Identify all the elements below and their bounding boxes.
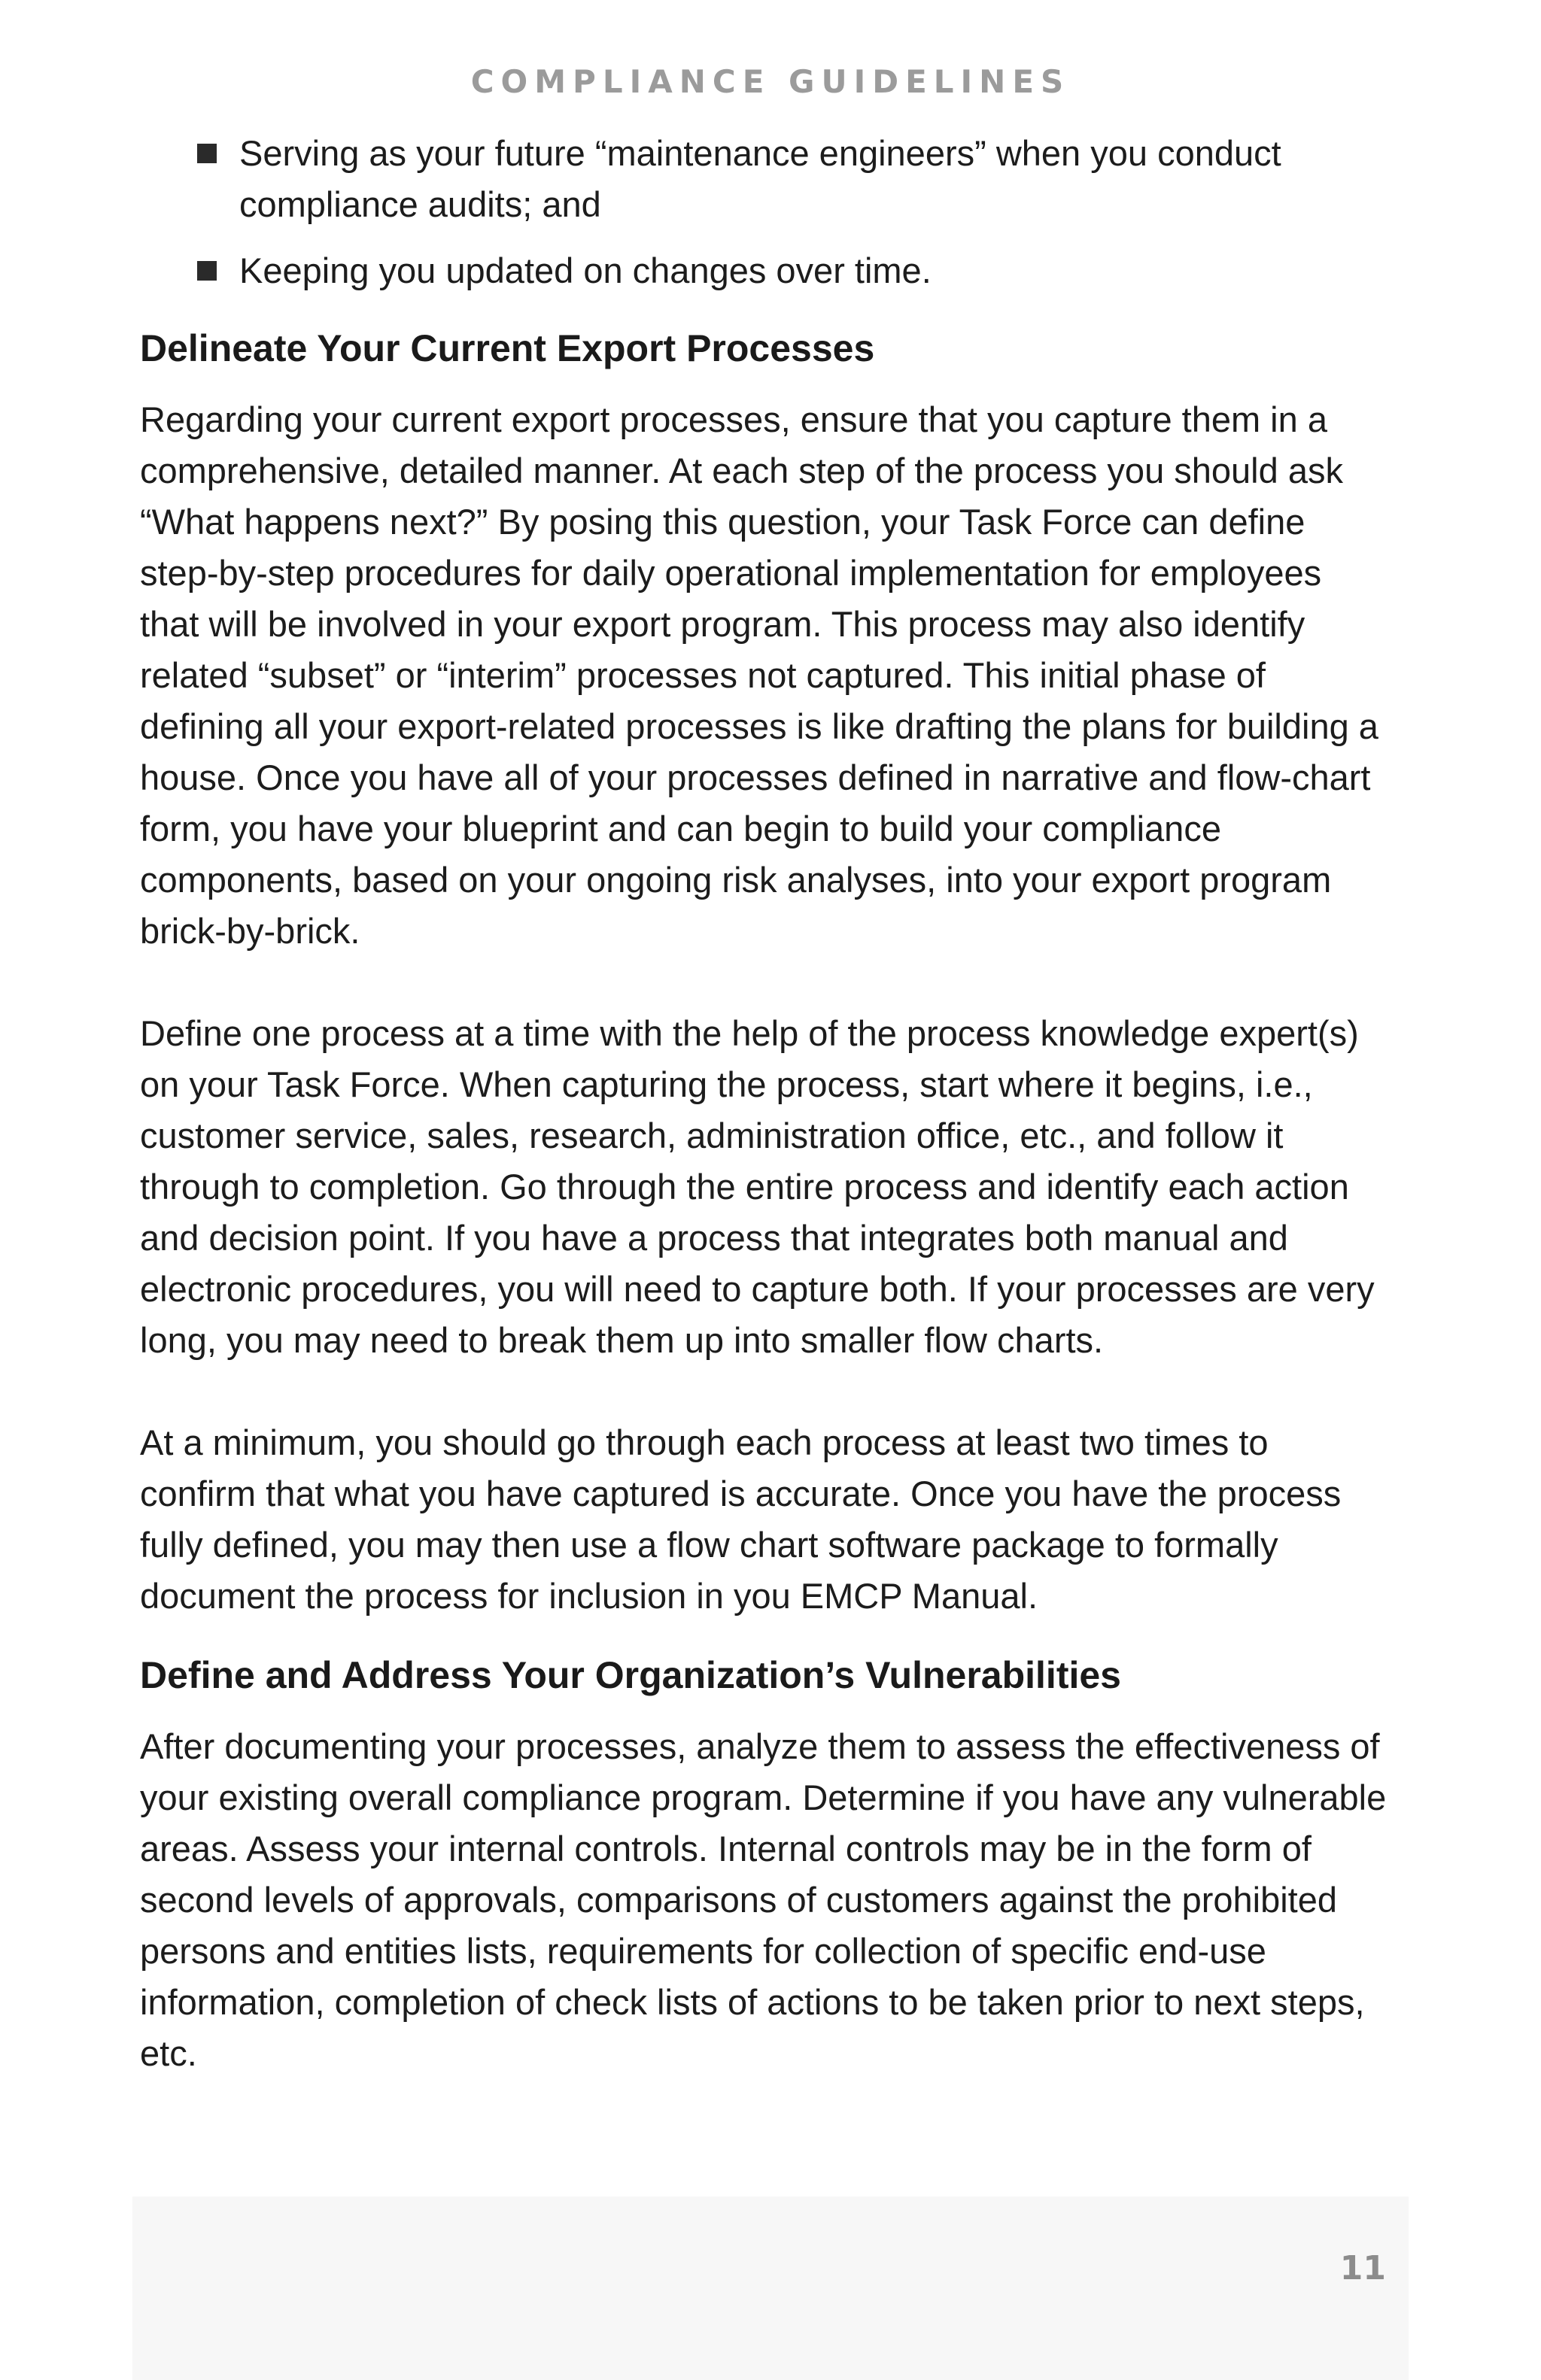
bullet-item: [140, 245, 1389, 296]
bullet-text: Keeping you updated on changes over time.: [239, 250, 932, 290]
square-bullet-icon: [197, 144, 217, 163]
running-header: COMPLIANCE GUIDELINES: [470, 63, 1071, 100]
square-bullet-icon: [197, 261, 217, 281]
page-bottom-shade: [132, 2196, 1409, 2380]
bullet-item: [140, 128, 1389, 230]
section-heading-export-processes: Delineate Your Current Export Processes: [140, 327, 875, 369]
body-paragraph: Regarding your current export processes, ensure that you capture them in a comprehensive, detailed manner. At each step of the process you should ask “What happens next?” By posing this question, your Task Force can define step-by-step procedures for daily operational implementation for employees that will be involved in your export program. This process may also identify related “subset” or “interim” processes not captured. This initial phase of defining all your export-related processes is like drafting the plans for building a house. Once you have all of your processes defined in narrative and flow-chart form, you have your blueprint and can begin to build your compliance components, based on your ongoing risk analyses, into your export program brick-by-brick.: [140, 399, 1378, 951]
bullet-text: Serving as your future “maintenance engineers” when you conduct compliance audits; and: [239, 133, 1281, 224]
body-paragraph: Define one process at a time with the help of the process knowledge expert(s) on your Task Force. When capturing the process, start where it begins, i.e., customer service, sales, research, administration office, etc., and follow it through to completion. Go through the entire process and identify each action and decision point. If you have a process that integrates both manual and electronic procedures, you will need to capture both. If your processes are very long, you may need to break them up into smaller flow charts.: [140, 1013, 1375, 1360]
body-paragraph: At a minimum, you should go through each process at least two times to confirm that what you have captured is accurate. Once you have the process fully defined, you may then use a flow chart software package to formally document the process for inclusion in you EMCP Manual.: [140, 1422, 1342, 1616]
page-body: [140, 128, 1389, 2130]
body-paragraph: After documenting your processes, analyze them to assess the effectiveness of your existing overall compliance program. Determine if you have any vulnerable areas. Assess your internal controls. Internal controls may be in the form of second levels of approvals, comparisons of customers against the prohibited persons and entities lists, requirements for collection of specific end-use information, completion of check lists of actions to be taken prior to next steps, etc.: [140, 1726, 1387, 2073]
page-number: 11: [1339, 2249, 1386, 2287]
bullet-list: [140, 128, 1389, 296]
section-heading-vulnerabilities: Define and Address Your Organization’s Vulnerabilities: [140, 1654, 1121, 1696]
